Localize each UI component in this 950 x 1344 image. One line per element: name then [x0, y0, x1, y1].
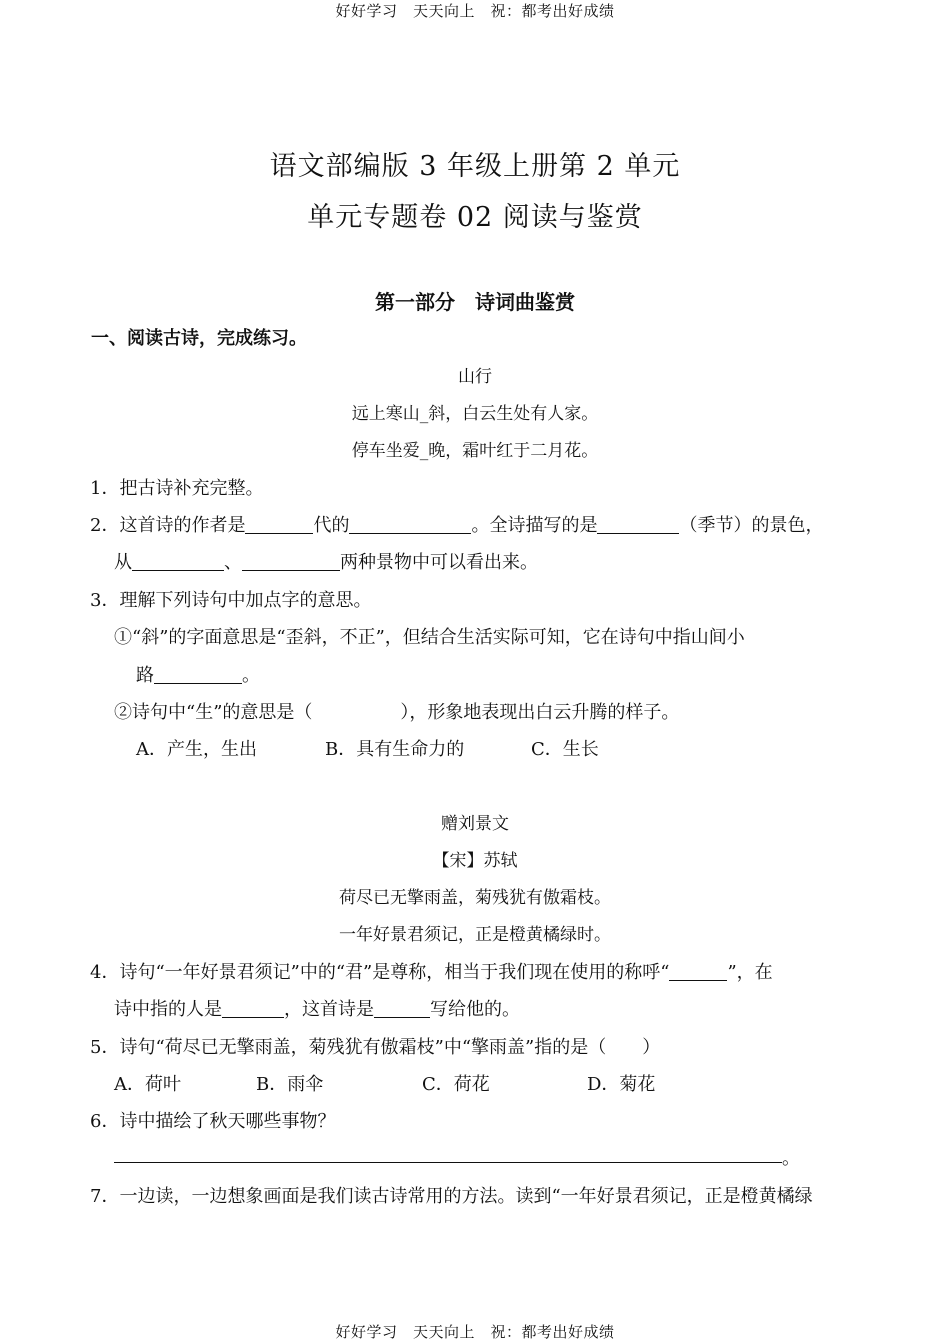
question-3-stem: 3．理解下列诗句中加点字的意思。 — [90, 590, 372, 611]
poem-2-author: 【宋】苏轼 — [432, 851, 518, 871]
q2-text-a: 2．这首诗的作者是 — [90, 515, 246, 536]
page-footer: 好好学习 天天向上 祝：都考出好成绩 — [335, 1323, 615, 1341]
q3-s1c: 。 — [242, 665, 260, 686]
q3-option-b: B．具有生命力的 — [325, 739, 465, 760]
q3-option-a: A．产生，生出 — [136, 739, 257, 760]
q6-period: 。 — [782, 1148, 800, 1169]
question-2-line-2 — [114, 548, 538, 574]
q2-blank-season[interactable] — [597, 513, 679, 534]
question-3-sub-1-cont — [136, 661, 260, 687]
question-1: 1．把古诗补充完整。 — [90, 478, 264, 499]
q5-option-b: B．雨伞 — [256, 1074, 324, 1095]
poem-2-line-1: 荷尽已无擎雨盖，菊残犹有傲霜枝。 — [339, 888, 611, 908]
question-5-stem: 5．诗句“荷尽已无擎雨盖，菊残犹有傲霜枝”中“擎雨盖”指的是（ ） — [90, 1037, 661, 1058]
question-3-sub-2 — [114, 698, 679, 724]
q5-option-a: A．荷叶 — [114, 1074, 181, 1095]
q2-text-d: （季节）的景色， — [679, 515, 824, 536]
q3-option-c: C．生长 — [531, 739, 599, 760]
q3-s1b: 路 — [136, 665, 154, 686]
q4-text-a: 4．诗句“一年好景君须记”中的“君”是尊称，相当于我们现在使用的称呼“ — [90, 962, 670, 983]
question-6-stem: 6．诗中描绘了秋天哪些事物？ — [90, 1111, 336, 1132]
question-4-line-2 — [114, 995, 520, 1021]
q2-blank-scene-2[interactable] — [242, 550, 340, 571]
q4-blank-person[interactable] — [222, 997, 284, 1018]
q6-answer-line[interactable] — [114, 1162, 782, 1163]
q4-blank-writer[interactable] — [374, 997, 430, 1018]
poem-1-line-2: 停车坐爱_晚，霜叶红于二月花。 — [351, 441, 599, 461]
q2-blank-author[interactable] — [349, 513, 471, 534]
q5-option-c: C．荷花 — [422, 1074, 490, 1095]
q4-text-b: ”，在 — [727, 962, 773, 983]
title-line-1: 语文部编版 3 年级上册第 2 单元 — [269, 151, 681, 182]
q2-text-e: 从 — [114, 552, 132, 573]
q4-text-c: 诗中指的人是 — [114, 999, 222, 1020]
q2-text-g: 两种景物中可以看出来。 — [340, 552, 538, 573]
question-3-sub-1: ①“斜”的字面意思是“歪斜，不正”，但结合生活实际可知，它在诗句中指山间小 — [114, 627, 745, 648]
poem-2-line-2: 一年好景君须记，正是橙黄橘绿时。 — [339, 925, 611, 945]
q5-option-d: D．菊花 — [587, 1074, 656, 1095]
question-7: 7．一边读，一边想象画面是我们读古诗常用的方法。读到“一年好景君须记，正是橙黄橘绿 — [90, 1186, 813, 1207]
q3-s2b: ），形象地表现出白云升腾的样子。 — [400, 702, 680, 723]
q2-text-f: 、 — [224, 552, 242, 573]
q4-text-d: ，这首诗是 — [284, 999, 374, 1020]
q2-text-b: 代的 — [313, 515, 350, 536]
question-2-line-1 — [90, 511, 823, 537]
question-4-line-1 — [90, 958, 773, 984]
title-line-2: 单元专题卷 02 阅读与鉴赏 — [307, 202, 643, 233]
q3-s2a: ②诗句中“生”的意思是（ — [114, 702, 313, 723]
q4-text-e: 写给他的。 — [430, 999, 520, 1020]
part-title: 第一部分 诗词曲鉴赏 — [375, 290, 575, 314]
poem-1-title: 山行 — [458, 367, 492, 387]
poem-2-title: 赠刘景文 — [441, 814, 509, 834]
page-header: 好好学习 天天向上 祝：都考出好成绩 — [335, 2, 615, 20]
q4-blank-address[interactable] — [669, 960, 727, 981]
poem-1-line-1: 远上寒山_斜，白云生处有人家。 — [351, 404, 599, 424]
q2-blank-scene-1[interactable] — [132, 550, 224, 571]
q2-blank-dynasty[interactable] — [245, 513, 313, 534]
q2-text-c: 。全诗描写的是 — [471, 515, 598, 536]
section-1-title: 一、阅读古诗，完成练习。 — [91, 328, 307, 349]
q3-blank-path[interactable] — [154, 663, 242, 684]
